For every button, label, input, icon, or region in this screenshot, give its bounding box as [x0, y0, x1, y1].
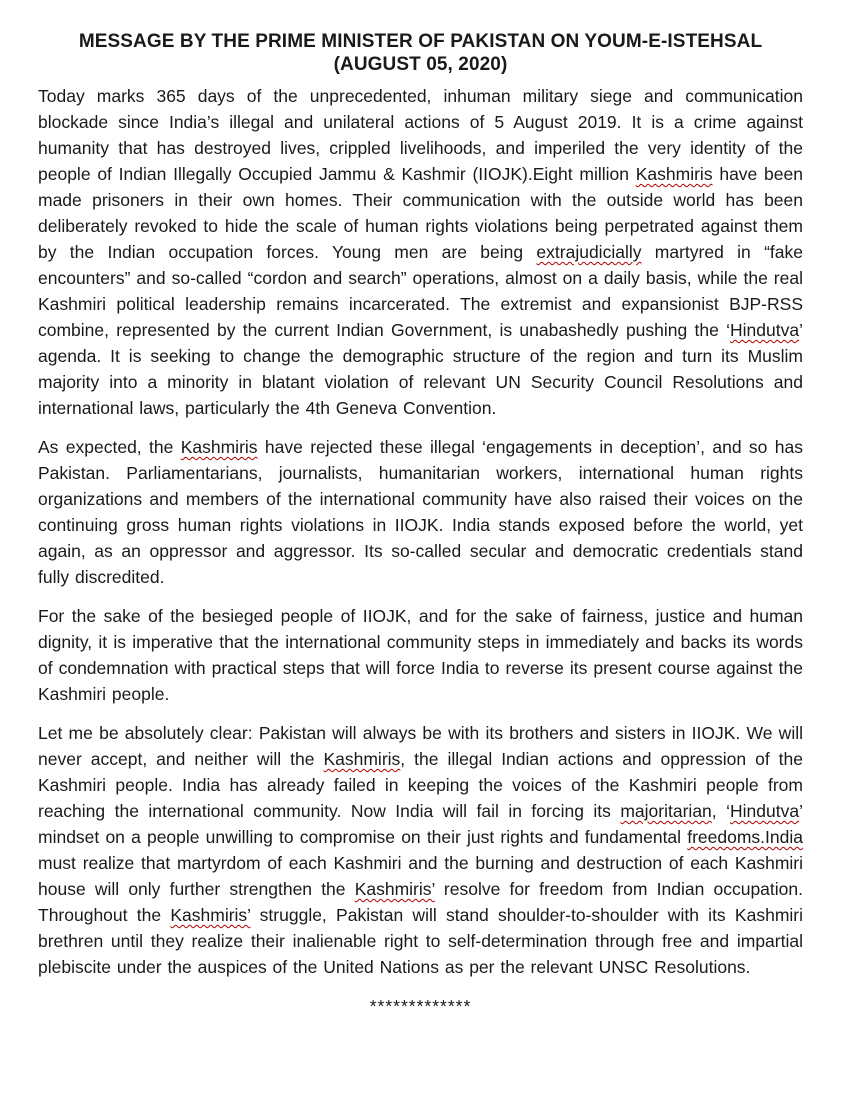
text-run: martyred in “fake encounters” and so-called “cordon and search” operations, almost on a daily basis, while the real Kashmiri political leadership remains incarcerated. The extremist and expansionist BJP-RSS combine, represented by the current Indian Government, is unabashedly pushing the ‘: [38, 242, 804, 340]
misspelled-word: Kashmiris’: [354, 879, 435, 899]
misspelled-word: majoritarian: [620, 801, 712, 821]
text-run: struggle, Pakistan will stand shoulder-to-shoulder with its Kashmiri brethren until they realize their inalienable right to self-determination through free and impartial plebiscite under the auspices of the United Nations as per the relevant UNSC Resolutions.: [38, 905, 804, 977]
document-body: [38, 83, 803, 980]
text-run: For the sake of the besieged people of IIOJK, and for the sake of fairness, justice and human dignity, it is imperative that the international community steps in immediately and backs its words of condemnation with practical steps that will force India to reverse its present course against the Kashmiri people.: [38, 606, 803, 704]
misspelled-word: Hindutva: [730, 801, 800, 821]
text-run: resolve for freedom from Indian occupation. Throughout the: [38, 879, 803, 925]
misspelled-word: extrajudicially: [536, 242, 642, 262]
paragraph: [38, 434, 803, 590]
text-run: must realize that martyrdom of each Kashmiri and the burning and destruction of each Kashmiri house will only further strengthen the: [38, 853, 803, 899]
misspelled-word: Hindutva: [730, 320, 800, 340]
misspelled-word: Kashmiris: [323, 749, 401, 769]
text-run: have been made prisoners in their own homes. Their communication with the outside world has been deliberately revoked to hide the scale of human rights violations being perpetrated against them by the Indian occupation forces. Young men are being: [38, 164, 803, 262]
text-run: , ‘: [711, 801, 731, 821]
text-run: Today marks 365 days of the unprecedented, inhuman military siege and communication blockade since India’s illegal and unilateral actions of 5 August 2019. It is a crime against humanity that has destroyed lives, crippled livelihoods, and imperiled the very identity of the people of Indian Illegally Occupied Jammu & Kashmir (IIOJK).Eight million: [38, 86, 803, 184]
misspelled-word: freedoms.India: [687, 827, 803, 847]
footer-asterisks: *************: [369, 996, 472, 1016]
paragraph: [38, 603, 803, 707]
paragraph: [38, 720, 803, 980]
text-run: , the illegal Indian actions and oppression of the Kashmiri people. India has already failed in keeping the voices of the Kashmiri people from reaching the international community. Now India will fail in forcing its: [38, 749, 803, 821]
text-run: As expected, the: [38, 437, 181, 457]
text-run: Let me be absolutely clear: Pakistan will always be with its brothers and sisters in IIOJK. We will never accept, and neither will the: [38, 723, 803, 769]
document-title: [38, 30, 803, 76]
text-run: have rejected these illegal ‘engagements in deception’, and so has Pakistan. Parliamentarians, journalists, humanitarian workers, international human rights organizations and members of the international community have also raised their voices on the continuing gross human rights violations in IIOJK. India stands exposed before the world, yet again, as an oppressor and aggressor. Its so-called secular and democratic credentials stand fully discredited.: [38, 437, 803, 587]
title-line-1: MESSAGE BY THE PRIME MINISTER OF PAKISTAN ON YOUM-E-ISTEHSAL: [78, 31, 763, 52]
misspelled-word: Kashmiris’: [170, 905, 251, 925]
document-content: [38, 30, 803, 1019]
text-run: ’ mindset on a people unwilling to compromise on their just rights and fundamental: [38, 801, 803, 847]
paragraph: [38, 83, 803, 421]
text-run: ’ agenda. It is seeking to change the demographic structure of the region and turn its Muslim majority into a minority in blatant violation of relevant UN Security Council Resolutions and international laws, particularly the 4th Geneva Convention.: [38, 320, 803, 418]
misspelled-word: Kashmiris: [635, 164, 713, 184]
title-line-2: (AUGUST 05, 2020): [333, 54, 508, 75]
misspelled-word: Kashmiris: [180, 437, 258, 457]
